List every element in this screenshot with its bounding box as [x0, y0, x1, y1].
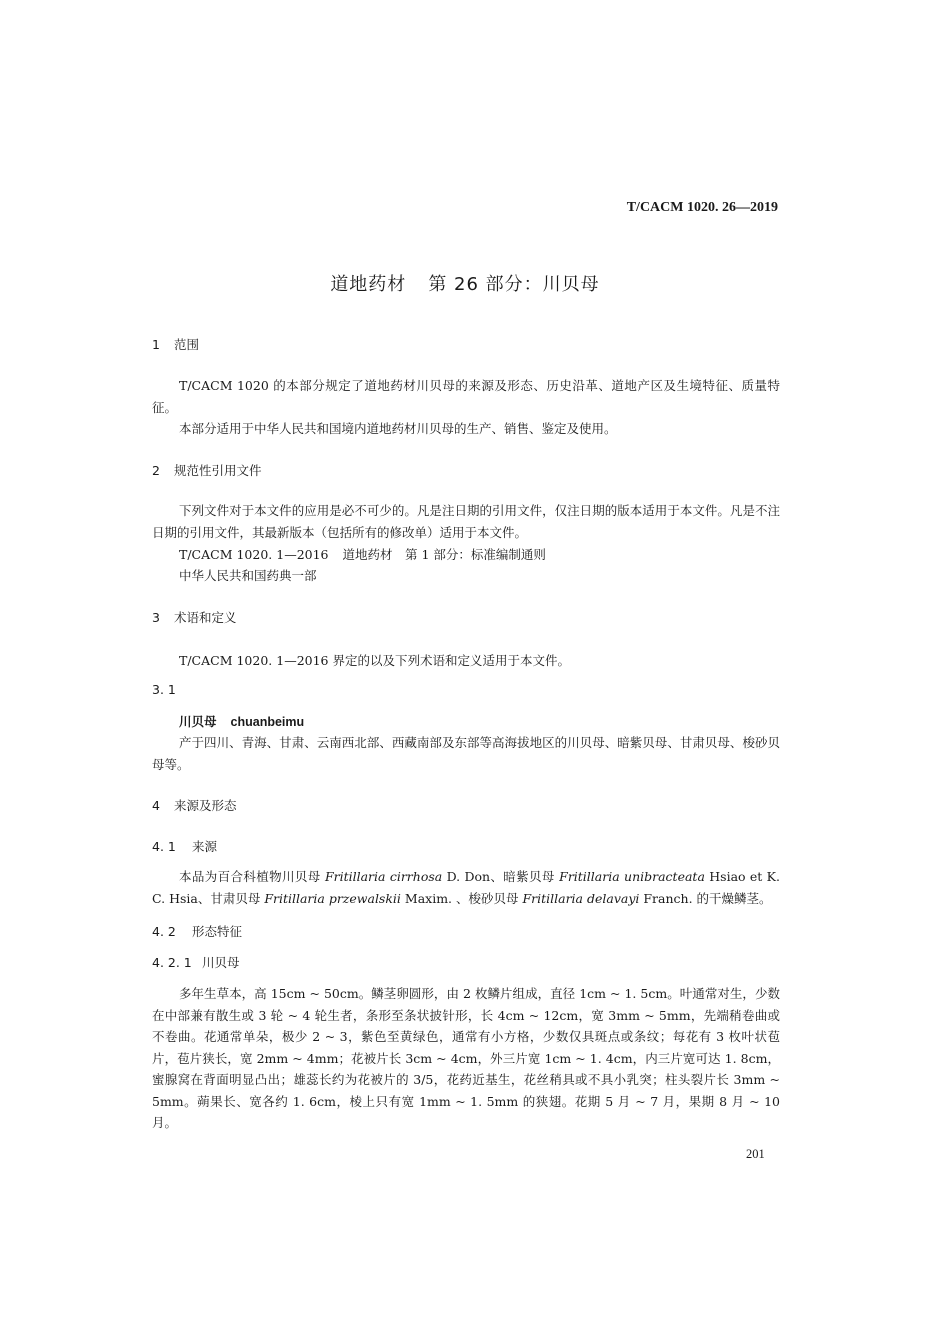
subsection-number: 4. 2 — [152, 924, 176, 939]
subsection-title: 川贝母 — [202, 955, 240, 970]
terms-intro: T/CACM 1020. 1—2016 界定的以及下列术语和定义适用于本文件。 — [179, 653, 570, 668]
section-title: 术语和定义 — [174, 610, 237, 625]
subsection-title: 形态特征 — [192, 924, 243, 939]
document-title — [0, 270, 930, 296]
scope-paragraph-2: 本部分适用于中华人民共和国境内道地药材川贝母的生产、销售、鉴定及使用。 — [179, 421, 617, 436]
species-name: Fritillaria cirrhosa — [324, 869, 443, 884]
term-definition: 产于四川、青海、甘肃、云南西北部、西藏南部及东部等高海拔地区的川贝母、暗紫贝母、甘肃贝母、梭砂贝母等。 — [152, 735, 780, 772]
section-number: 4 — [152, 798, 160, 813]
source-text: Franch. 的干燥鳞茎。 — [639, 890, 772, 906]
reference-title: 道地药材 第 1 部分：标准编制通则 — [342, 547, 546, 562]
section-number: 3 — [152, 610, 160, 625]
source-text: 本品为百合科植物川贝母 — [179, 869, 325, 884]
morphology-paragraph: 多年生草本，高 15cm ~ 50cm。鳞茎卵圆形，由 2 枚鳞片组成，直径 1cm ~ 1. 5cm。叶通常对生，少数在中部兼有散生或 3 轮 ~ 4 轮生者，条形至条状披针形，长 4cm ~ 12cm，宽 3mm ~ 5mm，先端稍卷曲或不卷曲。花通常单朵，极少 2 ~ 3，紫色至黄绿色，通常有小方格，少数仅具斑点或条纹；每花有 3 枚叶状苞片，苞片狭长，宽 2mm ~ 4mm；花被片长 3cm ~ 4cm，外三片宽 1cm ~ 1. 4cm，内三片宽可达 1. 8cm，蜜腺窝在背面明显凸出；雄蕊长约为花被片的 3/5，花药近基生，花丝稍具或不具小乳突；柱头裂片长 3mm ~ 5mm。蒴果长、宽各约 1. 6cm，棱上只有宽 1mm ~ 1. 5mm 的狭翅。花期 5 月 ~ 7 月，果期 8 月 ~ 10 月。 — [152, 986, 780, 1130]
species-name: Fritillaria przewalskii — [264, 890, 401, 906]
source-text: D. Don、暗紫贝母 — [442, 869, 560, 884]
title-part: 第 26 部分：川贝母 — [428, 274, 600, 295]
references-paragraph: 下列文件对于本文件的应用是必不可少的。凡是注日期的引用文件，仅注日期的版本适用于本文件。凡是不注日期的引用文件，其最新版本（包括所有的修改单）适用于本文件。 — [152, 503, 780, 540]
section-number: 2 — [152, 463, 160, 478]
section-number: 1 — [152, 337, 160, 352]
subsection-4-2-1-heading — [152, 953, 240, 971]
term-entry — [179, 712, 304, 730]
page-number: 201 — [746, 1147, 765, 1161]
source-text: Hsiao et K. C. Hsia、甘肃贝母 — [152, 869, 780, 906]
scope-paragraph-1: T/CACM 1020 的本部分规定了道地药材川贝母的来源及形态、历史沿革、道地产区及生境特征、质量特征。 — [152, 378, 780, 415]
source-text: Maxim. 、梭砂贝母 — [400, 890, 523, 906]
reference-item-1 — [179, 545, 546, 563]
section-title: 来源及形态 — [174, 798, 237, 813]
subsection-4-2-heading — [152, 922, 242, 940]
subsection-4-1-heading — [152, 837, 217, 855]
reference-item-2: 中华人民共和国药典一部 — [179, 568, 317, 583]
species-name: Fritillaria delavayi — [522, 890, 640, 906]
title-prefix: 道地药材 — [330, 274, 407, 295]
section-3-heading — [152, 608, 237, 626]
term-chinese: 川贝母 — [179, 714, 217, 729]
subsection-3-1-number: 3. 1 — [152, 682, 176, 697]
term-english: chuanbeimu — [230, 715, 305, 729]
standard-number: T/CACM 1020. 26—2019 — [626, 200, 778, 215]
section-4-heading — [152, 796, 237, 814]
section-title: 规范性引用文件 — [174, 463, 262, 478]
subsection-number: 4. 1 — [152, 839, 176, 854]
subsection-title: 来源 — [192, 839, 218, 854]
reference-code: T/CACM 1020. 1—2016 — [179, 547, 329, 562]
species-name: Fritillaria unibracteata — [559, 869, 705, 884]
section-title: 范围 — [174, 337, 200, 352]
source-paragraph — [152, 866, 780, 909]
section-2-heading — [152, 461, 262, 479]
section-1-heading — [152, 335, 199, 353]
subsection-number: 4. 2. 1 — [152, 955, 192, 970]
